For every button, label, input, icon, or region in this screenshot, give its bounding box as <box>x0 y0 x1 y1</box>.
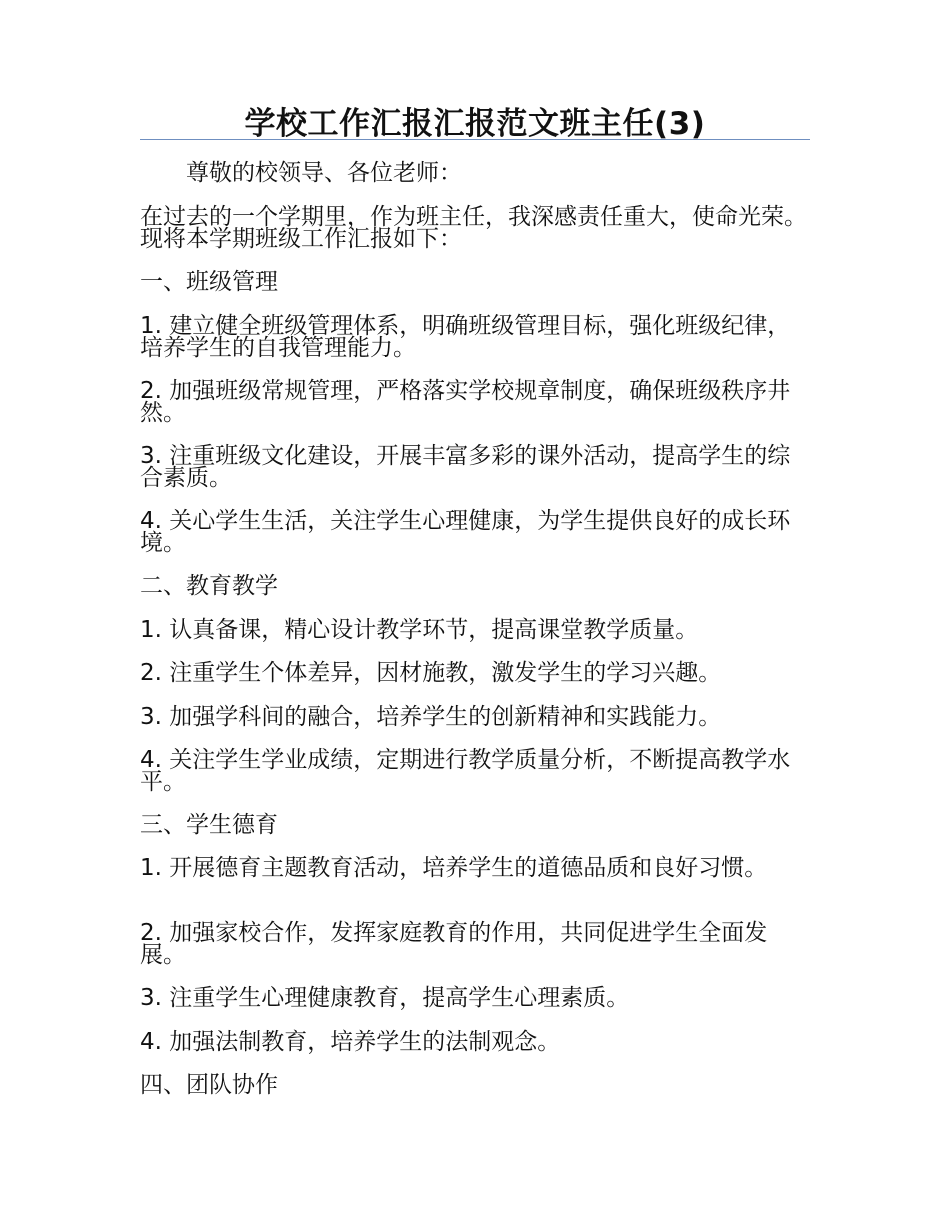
list-item: 4. 加强法制教育，培养学生的法制观念。 <box>140 1029 561 1055</box>
document-title: 学校工作汇报汇报范文班主任(3) <box>244 106 706 142</box>
list-item: 2. 加强家校合作，发挥家庭教育的作用，共同促进学生全面发展。 <box>140 920 768 968</box>
list-item: 2. 注重学生个体差异，因材施教，激发学生的学习兴趣。 <box>140 660 722 686</box>
section-heading: 四、团队协作 <box>140 1072 278 1098</box>
intro-paragraph: 在过去的一个学期里，作为班主任，我深感责任重大，使命光荣。现将本学期班级工作汇报如下： <box>140 204 807 252</box>
section-heading: 一、班级管理 <box>140 269 278 295</box>
list-item: 1. 建立健全班级管理体系，明确班级管理目标，强化班级纪律，培养学生的自我管理能力。 <box>140 313 791 361</box>
list-item: 4. 关心学生生活，关注学生心理健康，为学生提供良好的成长环境。 <box>140 508 791 556</box>
list-item: 2. 加强班级常规管理，严格落实学校规章制度，确保班级秩序井然。 <box>140 378 791 426</box>
list-item: 1. 开展德育主题教育活动，培养学生的道德品质和良好习惯。 <box>140 855 768 881</box>
greeting: 尊敬的校领导、各位老师： <box>186 160 462 186</box>
list-item: 1. 认真备课，精心设计教学环节，提高课堂教学质量。 <box>140 617 699 643</box>
section-heading: 二、教育教学 <box>140 573 278 599</box>
list-item: 3. 加强学科间的融合，培养学生的创新精神和实践能力。 <box>140 704 722 730</box>
list-item: 3. 注重学生心理健康教育，提高学生心理素质。 <box>140 985 630 1011</box>
title-underline <box>140 139 810 140</box>
section-heading: 三、学生德育 <box>140 812 278 838</box>
list-item: 4. 关注学生学业成绩，定期进行教学质量分析，不断提高教学水平。 <box>140 747 791 795</box>
list-item: 3. 注重班级文化建设，开展丰富多彩的课外活动，提高学生的综合素质。 <box>140 443 791 491</box>
